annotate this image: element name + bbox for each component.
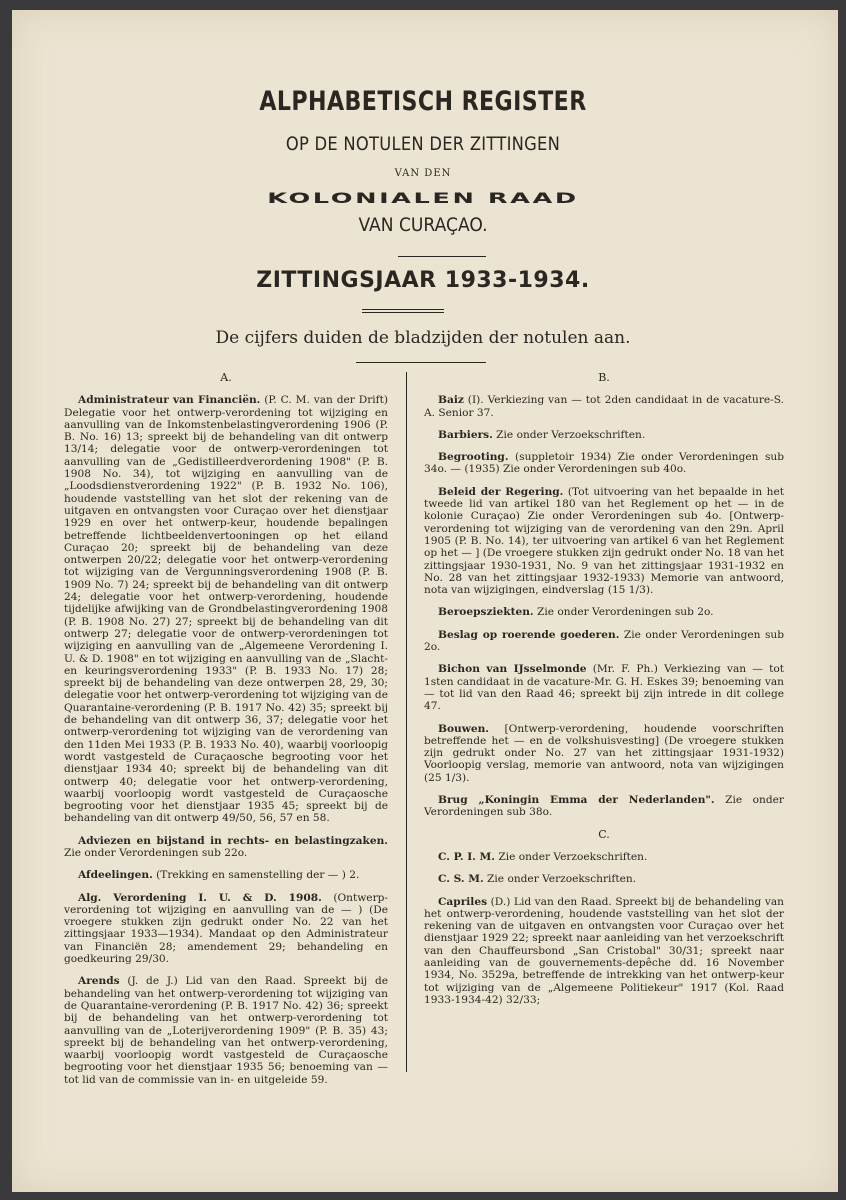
entry-term: Administrateur van Financiën. [78, 394, 261, 407]
divider-short [398, 256, 486, 257]
register-entry [424, 394, 784, 419]
register-entry [424, 429, 784, 441]
entry-term: Bouwen. [438, 722, 489, 735]
entry-term: C. P. I. M. [438, 850, 495, 863]
register-entry [424, 629, 784, 654]
entry-text: Zie onder Verzoekschriften. [483, 873, 637, 886]
register-entry [64, 892, 388, 966]
entries-b [424, 394, 784, 818]
divider-under-note [356, 362, 486, 363]
entry-text: (suppletoir 1934) Zie onder Verordeningen sub 34o. — (1935) Zie onder Verordeningen sub 40o. [424, 451, 784, 476]
entry-term: Beroepsziekten. [438, 606, 534, 619]
session-year: ZITTINGSJAAR 1933-1934. [256, 268, 590, 293]
entry-term: Beleid der Regering. [438, 485, 564, 498]
entry-text: Zie onder Verordeningen sub 22o. [64, 846, 248, 859]
entry-term: Capriles [438, 895, 488, 908]
register-entry [424, 896, 784, 1007]
register-entry [424, 451, 784, 476]
page-note: De cijfers duiden de bladzijden der notulen aan. [215, 328, 631, 348]
entry-text: (Tot uitvoering van het bepaalde in het tweede lid van artikel 180 van het Reglement op het — in de kolonie Curaçao) Zie onder Verordeningen sub 4o. [Ontwerp-verordening tot wijziging van de verordening van den 29n. April 1905 (P. B. No. 14), ter uitvoering van artikel 6 van het Reglement op het — ] (De vroegere stukken zijn gedrukt onder No. 18 van het zittingsjaar 1930-1931, No. 9 van het zittingsjaar 1931-1932 en No. 28 van het zittingsjaar 1932-1933) Memorie van antwoord, nota van wijzigingen, eindverslag (15 1/3). [424, 485, 785, 597]
divider-double-bottom [362, 312, 444, 313]
entry-term: Adviezen en bijstand in rechts- en belastingzaken. [78, 834, 388, 847]
section-letter-a: A. [220, 371, 232, 384]
title-line-5: VAN CURAÇAO. [358, 214, 488, 236]
entry-term: Beslag op roerende goederen. [438, 628, 620, 641]
register-entry [424, 873, 784, 885]
entry-text: (P. C. M. van der Drift) Delegatie voor het ontwerp-verordening tot wijziging en aanvulling van de Inkomstenbelastingverordening 1906 (P. B. No. 16) 13; spreekt bij de behandeling van dit ontwerp 13/14; delegatie voor de ontwerp-verordeningen tot aanvulling van de „Gedistilleerdverordening 1908" (P. B. 1908 No. 34), tot wijziging en aanvulling van de „Loodsdienstverordening 1922" (P. B. 1932 No. 106), houdende vaststelling van het slot der rekening van de uitgaven en ontvangsten voor Curaçao over het dienstjaar 1929 en over het ontwerp-keur, houdende bepalingen betreffende lichtbeeldenvertooningen op het eiland Curaçao 20; spreekt bij de behandeling van deze ontwerpen 20/22; delegatie voor het ontwerp-verordening tot wijziging van de Vergunningsverordening 1908 (P. B. 1909 No. 7) 24; spreekt bij de behandeling van dit ontwerp 24; delegatie voor het ontwerp-verordening, houdende tijdelijke afwijking van de Grondbelastingverordening 1908 (P. B. 1908 No. 27) 27; spreekt bij de behandeling van dit ontwerp 27; delegatie voor de ontwerp-verordeningen tot wijziging en aanvulling van de „Algemeene Verordening I. U. & D. 1908" en tot wijziging en aanvulling van de „Slacht- en keuringsverordening 1933" (P. B. 1933 No. 17) 28; spreekt bij de behandeling van deze ontwerpen 28, 29, 30; delegatie voor het ontwerp-verordening tot wijziging van de Quarantaine-verordening (P. B. 1917 No. 42) 35; spreekt bij de behandeling van dit ontwerp 36, 37; delegatie voor het ontwerp-verordening tot wijziging van de verordening van den 11den Mei 1933 (P. B. 1933 No. 40), waarbij voorloopig wordt vastgesteld de Curaçaosche begrooting voor het dienstjaar 1934 40; spreekt bij de behandeling van dit ontwerp 40; delegatie voor het ontwerp-verordening, waarbij voorloopig wordt vastgesteld de Curaçaosche begrooting voor het dienstjaar 1935 45; spreekt bij de behandeling van dit ontwerp 49/50, 56, 57 en 58. [64, 394, 388, 825]
right-column [424, 372, 784, 1016]
entry-text: (Mr. F. Ph.) Verkiezing van — tot 1sten candidaat in de vacature-Mr. G. H. Eskes 39; benoeming van — tot lid van den Raad 46; spreekt bij zijn intrede in dit college 47. [424, 663, 784, 713]
register-entry [424, 723, 784, 784]
entry-text: (I). Verkiezing van — tot 2den candidaat in de vacature-S. A. Senior 37. [424, 394, 784, 419]
entry-text: [Ontwerp-verordening, houdende voorschriften betreffende het — en de volkshuisvesting] (De vroegere stukken zijn gedrukt onder No. 27 van het zittingsjaar 1931-1932) Voorloopig verslag, memorie van antwoord, nota van wijzigingen (25 1/3). [424, 722, 784, 784]
title-line-2: OP DE NOTULEN DER ZITTINGEN [285, 133, 561, 155]
entry-text: Zie onder Verzoekschriften. [494, 850, 648, 863]
register-entry [424, 851, 784, 863]
register-entry [424, 794, 784, 819]
entry-term: Brug „Koningin Emma der Nederlanden". [438, 794, 715, 807]
register-entry [424, 606, 784, 618]
section-letter-b: B. [598, 371, 610, 384]
register-entry [424, 663, 784, 712]
entries-c [424, 851, 784, 1006]
entry-text: Zie onder Verordeningen sub 2o. [533, 606, 714, 619]
entry-text: Zie onder Verzoekschriften. [492, 428, 646, 441]
entry-term: Barbiers. [438, 428, 493, 441]
entry-term: Alg. Verordening I. U. & D. 1908. [78, 891, 322, 904]
entry-term: Baiz [438, 394, 464, 407]
left-column [64, 372, 388, 1096]
section-letter-c: C. [598, 827, 610, 841]
entry-text: (D.) Lid van den Raad. Spreekt bij de behandeling van het ontwerp-verordening, houdende vaststelling van het slot der rekening van de uitgaven en ontvangsten voor Curaçao over het dienstjaar 1929 22; spreekt naar aanleiding van het verzoekschrift van den Chauffeursbond „San Cristobal" 30/31; spreekt naar aanleiding van de gouvernements-depêche dd. 16 November 1934, No. 3529a, betreffende de intrekking van het ontwerp-keur tot wijziging van de „Algemeene Politiekeur" 1917 (Kol. Raad 1933-1934-42) 32/33; [424, 895, 784, 1006]
entry-text: (J. de J.) Lid van den Raad. Spreekt bij de behandeling van het ontwerp-verordening tot wijziging van de Quarantaine-verordening (P. B. 1917 No. 42) 36; spreekt bij de behandeling van het ontwerp-verordening tot aanvulling van de „Loterijverordening 1909" (P. B. 35) 43; spreekt bij de behandeling van het ontwerp-verordening, waarbij voorloopig wordt vastgesteld de Curaçaosche begrooting voor het dienstjaar 1935 56; benoeming van — tot lid van de commissie van in- en uitgeleide 59. [64, 975, 388, 1086]
entry-term: Begrooting. [438, 451, 509, 464]
entry-term: Bichon van IJsselmonde [438, 663, 587, 676]
register-entry [64, 394, 388, 824]
divider-double-top [362, 309, 444, 310]
entry-text: (Ontwerp-verordening tot wijziging en aanvulling van de — ) (De vroegere stukken zijn gedrukt onder No. 22 van het zittingsjaar 1933—1934). Mandaat op den Administrateur van Financiën 28; amendement 29; behandeling en goedkeuring 29/30. [64, 891, 389, 966]
register-entry [64, 869, 388, 881]
title-line-4: KOLONIALEN RAAD [267, 189, 579, 207]
entry-text: Zie onder Verordeningen sub 2o. [424, 628, 784, 654]
title-line-3: VAN DEN [394, 168, 452, 179]
entry-term: C. S. M. [438, 873, 484, 886]
entry-term: Afdeelingen. [78, 869, 153, 882]
entry-term: Arends [78, 975, 120, 988]
register-entry [64, 835, 388, 860]
register-entry [64, 975, 388, 1086]
title-line-1: ALPHABETISCH REGISTER [259, 86, 587, 117]
entries-a [64, 394, 388, 1086]
entry-text: Zie onder Verordeningen sub 38o. [424, 794, 784, 819]
column-divider [406, 372, 407, 1072]
register-entry [424, 486, 784, 597]
entry-text: (Trekking en samenstelling der — ) 2. [152, 869, 360, 882]
